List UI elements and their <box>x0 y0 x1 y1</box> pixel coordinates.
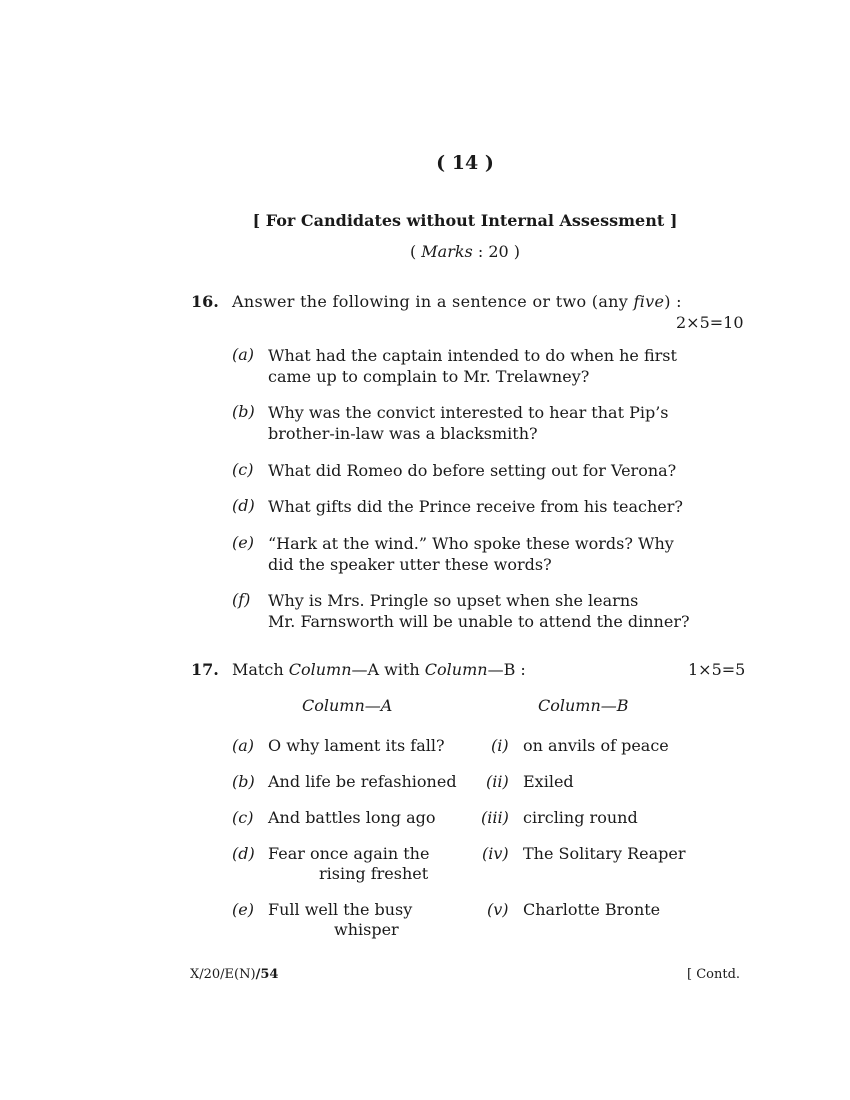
q16-item-c-text: What did Romeo do before setting out for Verona? <box>268 461 677 480</box>
q16-item-d-text: What gifts did the Prince receive from his teacher? <box>268 497 683 516</box>
column-b-item-v-label: (v) <box>487 900 509 919</box>
column-b-item-i-label: (i) <box>491 736 509 755</box>
continued-marker: [ Contd. <box>687 967 741 982</box>
column-a-item-a-label: (a) <box>232 736 255 755</box>
paper-code: X/20/E(N)/54 <box>190 967 279 982</box>
column-a-item-d-text: Fear once again the rising freshet <box>268 844 430 883</box>
column-b-item-iii-text: circling round <box>523 808 638 827</box>
question-16-prompt: Answer the following in a sentence or two (any five) : <box>232 292 682 311</box>
q16-item-e-text: “Hark at the wind.” Who spoke these words? Why did the speaker utter these words? <box>268 534 674 574</box>
column-a-item-c-text: And battles long ago <box>268 808 436 827</box>
column-a-item-b-text: And life be refashioned <box>268 772 457 791</box>
column-b-item-v-text: Charlotte Bronte <box>523 900 661 919</box>
question-17-prompt: Match Column—A with Column—B : <box>232 660 526 679</box>
column-a-item-c-label: (c) <box>232 808 254 827</box>
column-b-item-i-text: on anvils of peace <box>523 736 669 755</box>
page-number: ( 14 ) <box>436 152 494 174</box>
marks-value: 20 <box>488 242 509 261</box>
column-b-item-ii-text: Exiled <box>523 772 574 791</box>
q16-item-a-text: What had the captain intended to do when he first came up to complain to Mr. Trelawney? <box>268 346 677 386</box>
column-a-item-d-label: (d) <box>232 844 255 863</box>
column-b-item-ii-label: (ii) <box>486 772 509 791</box>
q16-item-c-label: (c) <box>232 460 254 479</box>
column-b-header: Column—B <box>538 696 629 715</box>
question-17-marks: 1×5=5 <box>688 660 746 679</box>
q16-item-d-label: (d) <box>232 496 255 515</box>
question-17-number: 17. <box>191 660 219 679</box>
question-16-marks: 2×5=10 <box>676 313 744 332</box>
q16-item-b-text: Why was the convict interested to hear that Pip’s brother-in-law was a blacksmith? <box>268 403 669 443</box>
q16-item-e-label: (e) <box>232 533 254 552</box>
q16-item-f-text: Why is Mrs. Pringle so upset when she learns Mr. Farnsworth will be unable to attend the dinner? <box>268 591 690 631</box>
section-marks: ( Marks : 20 ) <box>409 242 521 261</box>
column-a-item-b-label: (b) <box>232 772 255 791</box>
column-a-item-a-text: O why lament its fall? <box>268 736 445 755</box>
column-a-item-e-label: (e) <box>232 900 254 919</box>
section-title: [ For Candidates without Internal Assessment ] <box>252 211 678 230</box>
question-16-number: 16. <box>191 292 219 311</box>
q16-item-b-label: (b) <box>232 402 255 421</box>
column-b-item-iii-label: (iii) <box>481 808 509 827</box>
column-a-header: Column—A <box>302 696 393 715</box>
marks-label: Marks <box>421 242 473 261</box>
q16-item-f-label: (f) <box>232 590 251 609</box>
column-a-item-e-text: Full well the busy whisper <box>268 900 413 939</box>
column-b-item-iv-label: (iv) <box>482 844 509 863</box>
column-b-item-iv-text: The Solitary Reaper <box>523 844 686 863</box>
q16-item-a-label: (a) <box>232 345 255 364</box>
